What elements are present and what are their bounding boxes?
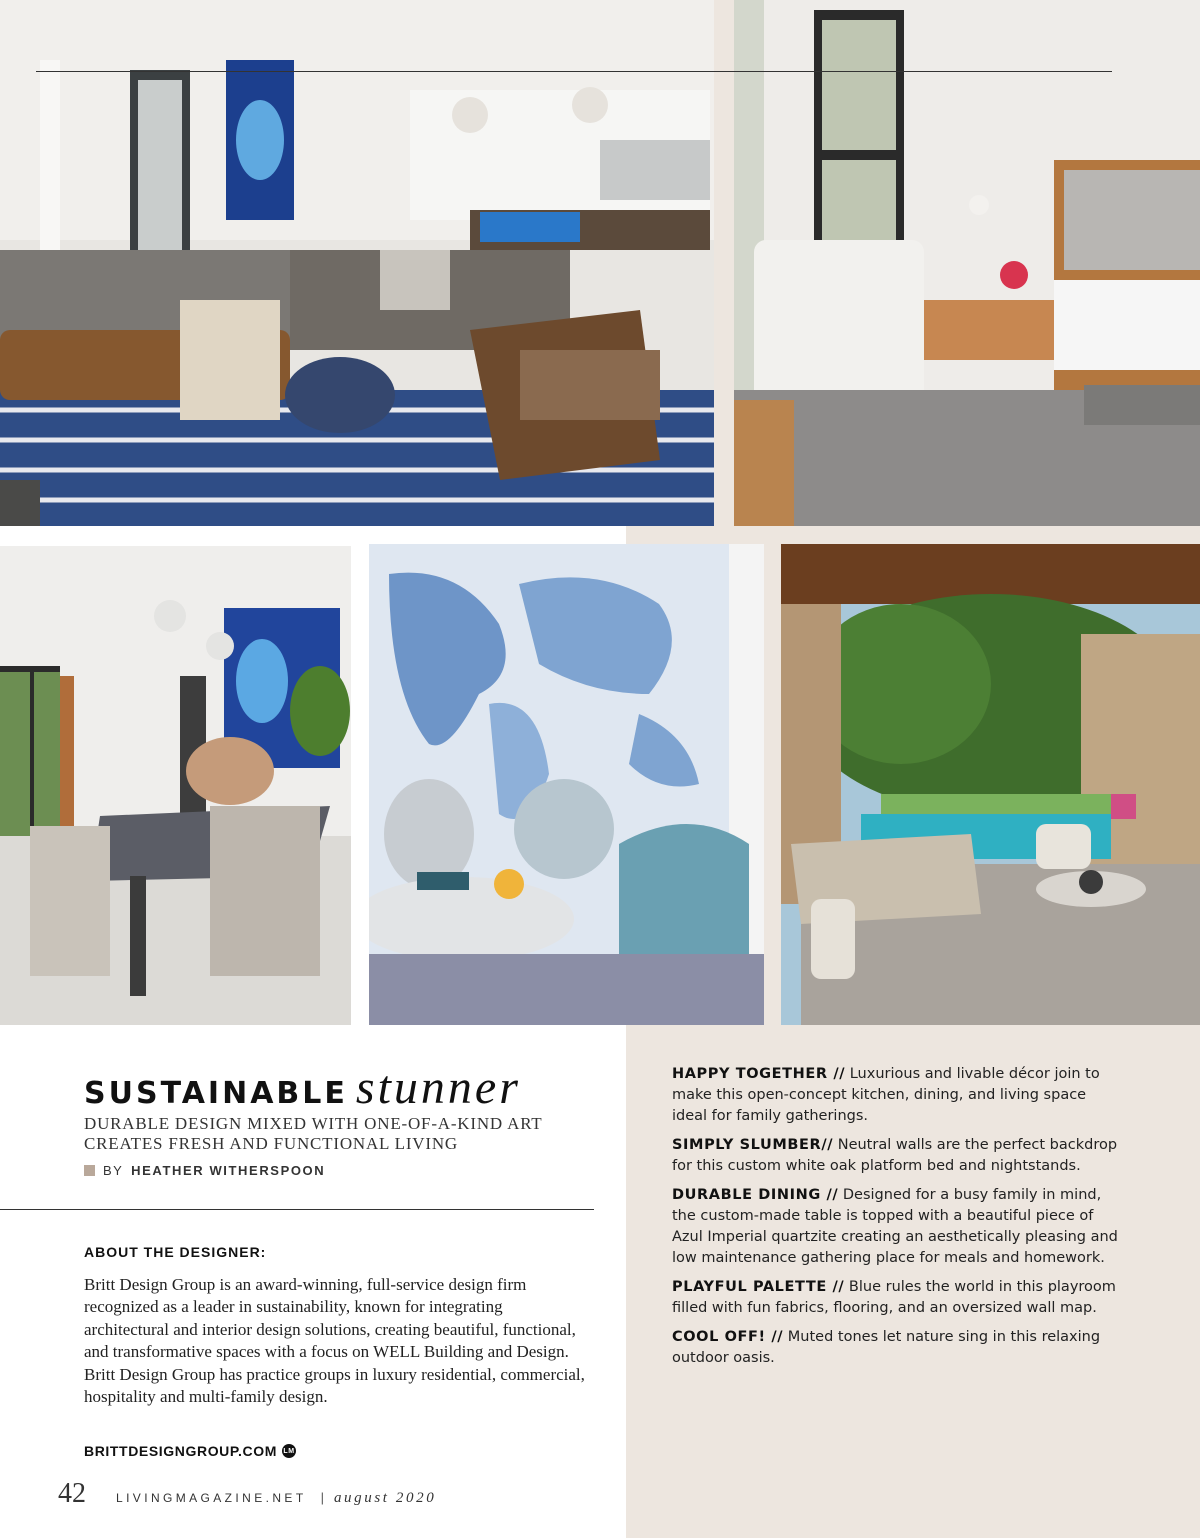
footer-issue: august 2020 xyxy=(333,1490,437,1506)
page-number: 42 xyxy=(58,1478,86,1509)
playroom-photo xyxy=(369,544,764,1025)
footer-site: LIVINGMAGAZINE.NET xyxy=(116,1491,307,1505)
caption-cool-off: COOL OFF! // Muted tones let nature sing in this relaxing outdoor oasis. xyxy=(672,1329,1101,1366)
caption-happy-together: HAPPY TOGETHER // Luxurious and livable décor join to make this open-concept kitchen, dining, and living space ideal for family gatherings. xyxy=(672,1066,1100,1124)
living-room-photo xyxy=(0,0,714,526)
designer-website[interactable] xyxy=(84,1443,296,1459)
photo-captions xyxy=(672,1064,1122,1377)
dining-room-photo xyxy=(0,546,351,1025)
section-divider xyxy=(0,1209,594,1210)
article-title-script: stunner xyxy=(355,1061,521,1114)
caption-playful-palette: PLAYFUL PALETTE // Blue rules the world in this playroom filled with fun fabrics, flooring, and an oversized wall map. xyxy=(672,1279,1116,1316)
article-subtitle: DURABLE DESIGN MIXED WITH ONE-OF-A-KIND ART CREATES FRESH AND FUNCTIONAL LIVING xyxy=(84,1114,543,1153)
about-heading: ABOUT THE DESIGNER: xyxy=(84,1244,267,1260)
article-title xyxy=(84,1060,604,1115)
byline-author: HEATHER WITHERSPOON xyxy=(131,1163,326,1178)
about-body: Britt Design Group is an award-winning, full-service design firm recognized as a leader in sustainability, known for integrating architectural and interior design solutions, creating beautiful, functional, and transformative spaces with a focus on WELL Building and Design. Britt Design Group has practice groups in luxury residential, commercial, hospitality and multi-family design. xyxy=(84,1275,585,1407)
byline xyxy=(84,1163,325,1178)
article-title-bold: SUSTAINABLE xyxy=(84,1076,348,1111)
footer-separator: | xyxy=(320,1490,324,1505)
caption-simply-slumber: SIMPLY SLUMBER// Neutral walls are the perfect backdrop for this custom white oak platform bed and nightstands. xyxy=(672,1137,1118,1174)
living-magazine-logo-icon: LM xyxy=(282,1444,296,1458)
header-rule xyxy=(36,71,1112,72)
photo-gutter xyxy=(714,0,734,526)
bedroom-photo xyxy=(734,0,1200,526)
page-footer xyxy=(58,1478,436,1510)
designer-website-link[interactable]: BRITTDESIGNGROUP.COM xyxy=(84,1443,277,1459)
byline-prefix: BY xyxy=(103,1163,124,1178)
outdoor-patio-photo xyxy=(781,544,1200,1025)
byline-square-icon xyxy=(84,1165,95,1176)
caption-durable-dining: DURABLE DINING // Designed for a busy family in mind, the custom-made table is topped with a beautiful piece of Azul Imperial quartzite creating an aesthetically pleasing and low maintenance gathering place for meals and homework. xyxy=(672,1187,1118,1266)
